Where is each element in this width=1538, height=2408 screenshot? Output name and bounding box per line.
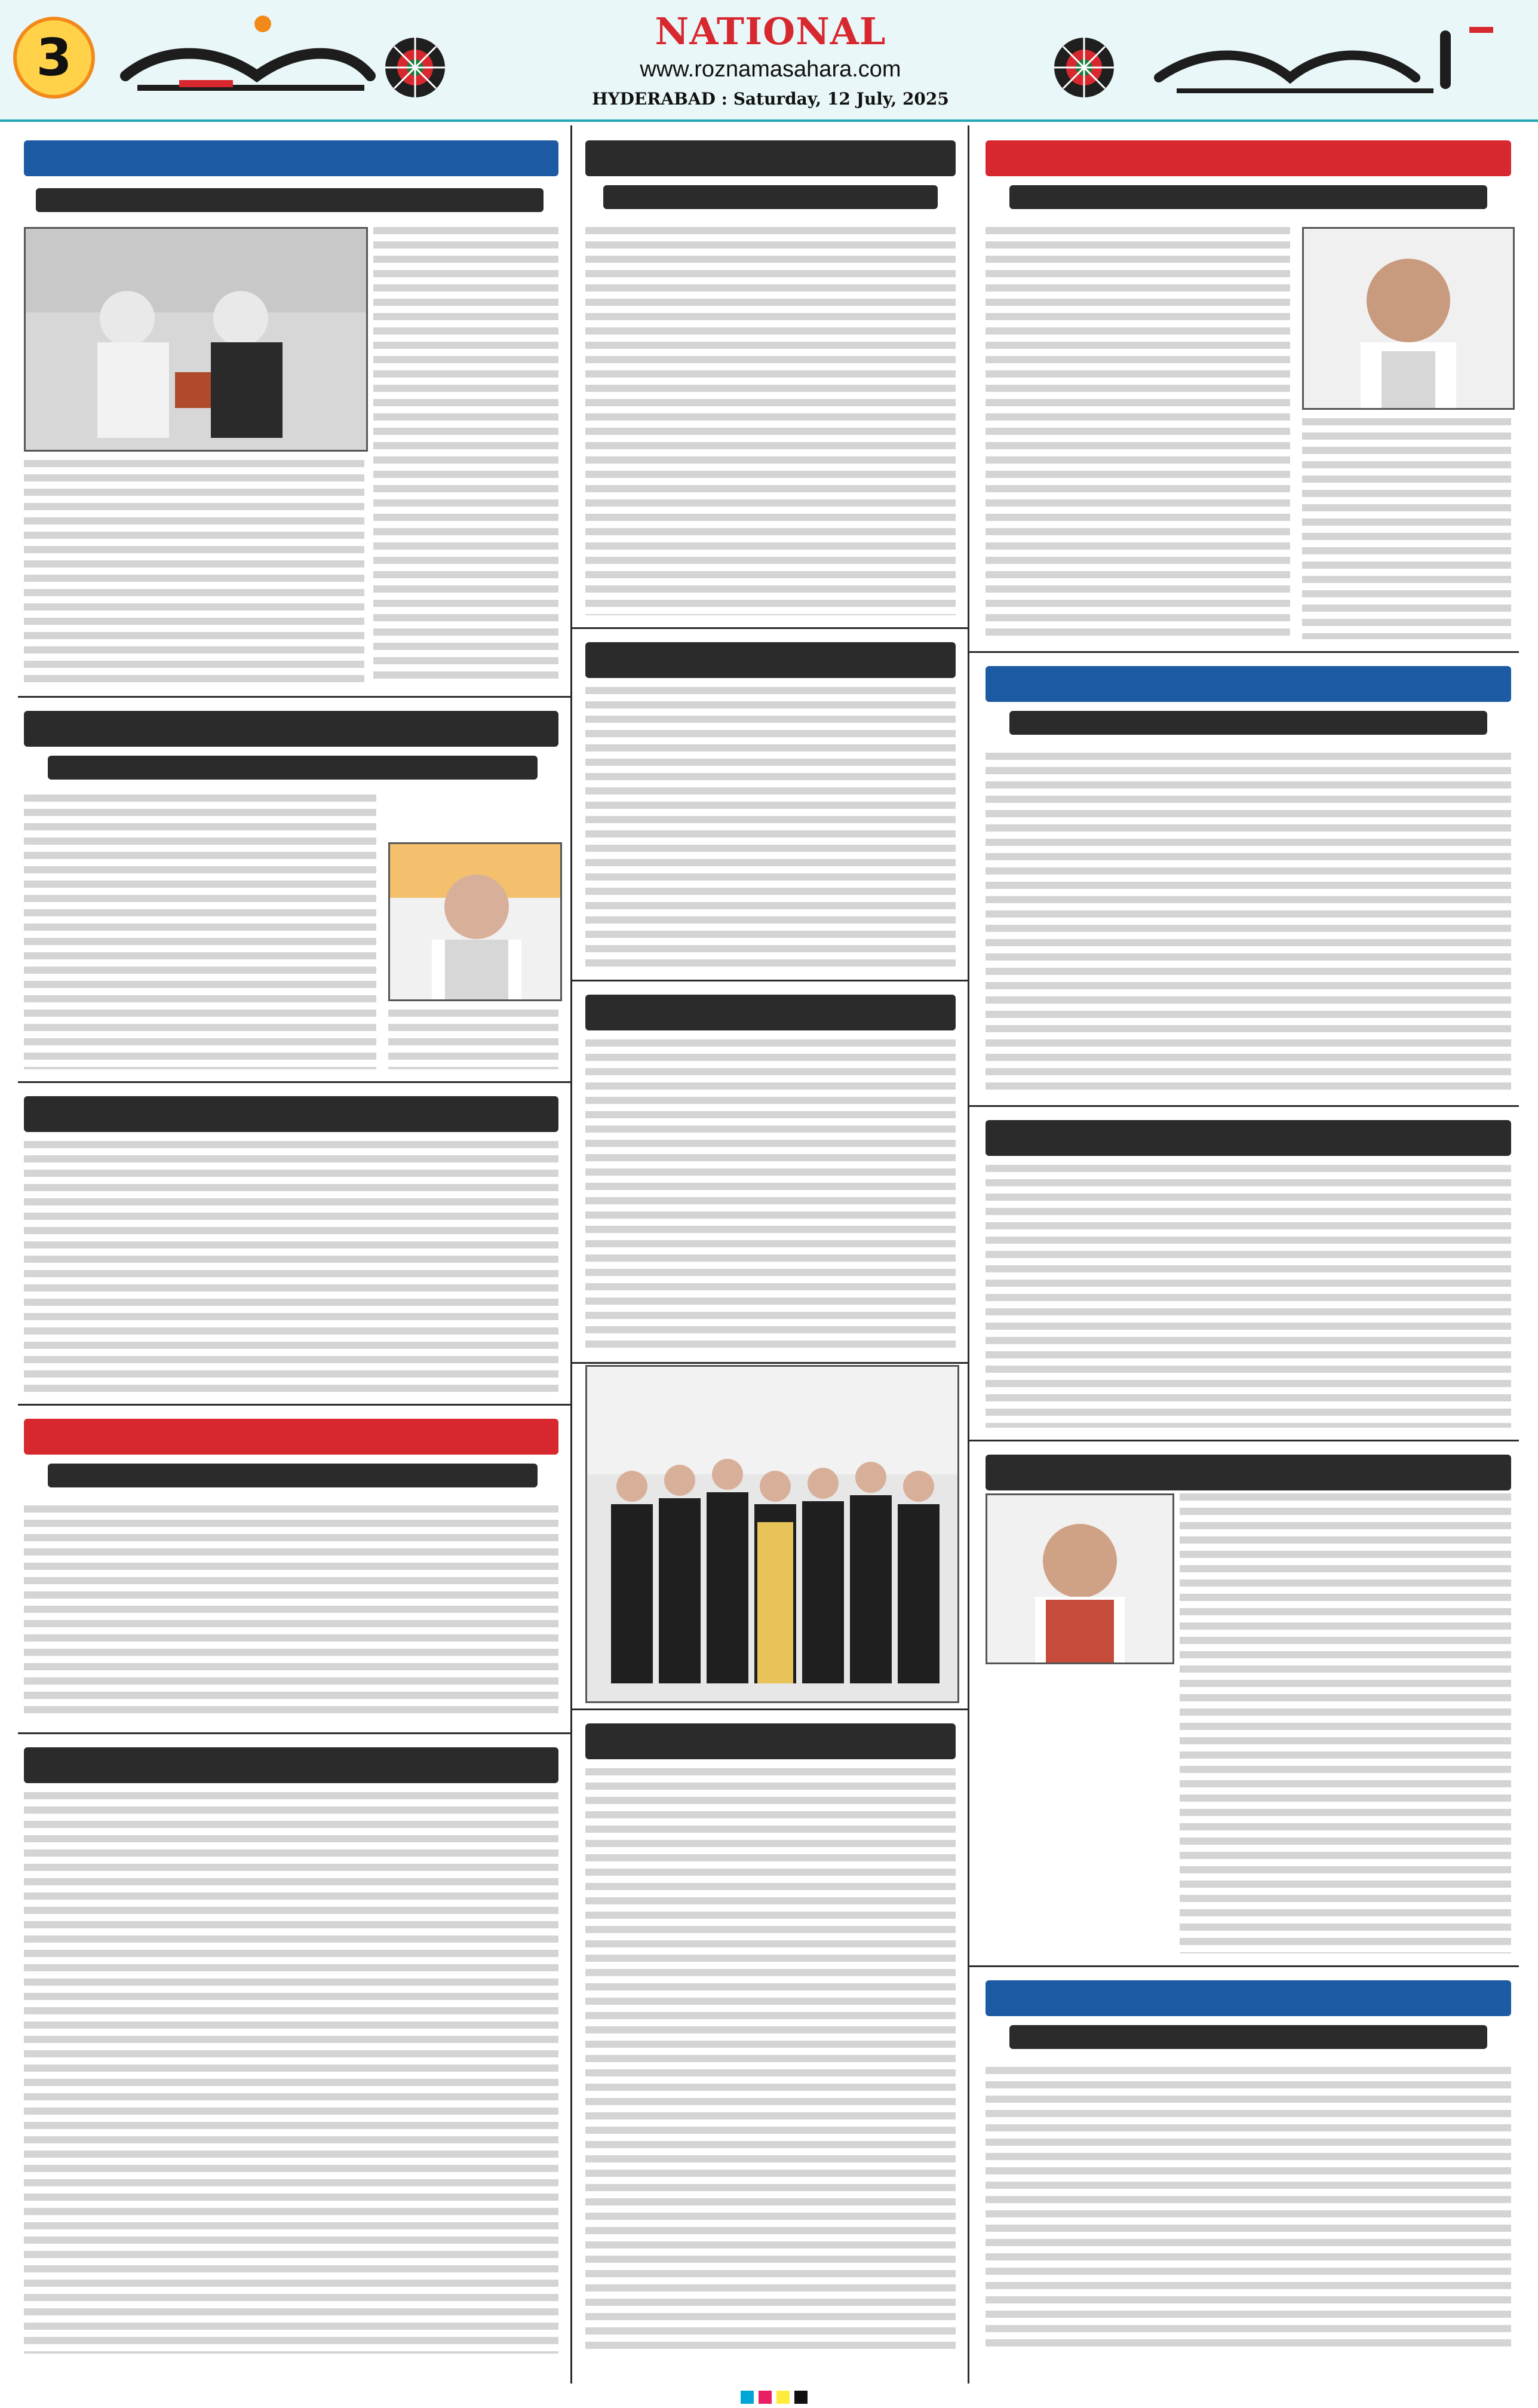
right-emblem-icon (1051, 35, 1117, 100)
right-top-headline (986, 140, 1511, 176)
right-top-text (986, 227, 1290, 639)
section-rule-mid-4 (572, 1708, 968, 1710)
right-top-subhead (1009, 185, 1487, 209)
right-third-text (986, 1165, 1511, 1428)
right-top-photo (1302, 227, 1515, 410)
page-number: 3 (13, 17, 95, 99)
section-rule-right-2 (969, 1105, 1519, 1107)
section-rule-right-1 (969, 651, 1519, 653)
right-fourth-photo (986, 1493, 1174, 1664)
color-bar-black (794, 2391, 808, 2404)
color-bar-cyan (741, 2391, 754, 2404)
masthead-center (573, 11, 968, 112)
section-rule-mid-3 (572, 1362, 968, 1364)
left-second-text (24, 795, 376, 1069)
right-logo (1135, 12, 1517, 102)
right-top-text-2 (1302, 418, 1511, 639)
left-top-text-2 (24, 460, 364, 687)
right-top-photo-illustration (1304, 229, 1513, 408)
left-top-text (373, 227, 558, 681)
mid-group-photo (585, 1365, 959, 1703)
left-fourth-headline (24, 1419, 558, 1455)
left-second-headline (24, 711, 558, 747)
column-rule-2 (968, 125, 969, 2384)
left-top-subhead (36, 188, 544, 212)
mid-third-headline (585, 995, 956, 1030)
right-fourth-headline (986, 1455, 1511, 1490)
site-url: www.roznamasahara.com (640, 57, 901, 82)
color-bar-magenta (759, 2391, 772, 2404)
dateline: HYDERABAD : Saturday, 12 July, 2025 (592, 89, 949, 109)
left-second-subhead (48, 756, 538, 780)
mid-second-text (585, 687, 956, 968)
left-top-photo-illustration (26, 229, 366, 450)
right-second-headline (986, 666, 1511, 702)
left-fifth-text (24, 1792, 558, 2354)
mid-third-text (585, 1039, 956, 1350)
right-fourth-text (1180, 1493, 1511, 1953)
section-rule-right-4 (969, 1965, 1519, 1967)
column-rule-1 (570, 125, 572, 2384)
left-top-headline (24, 140, 558, 176)
section-title: NATIONAL (655, 10, 886, 53)
mid-fourth-text (585, 1768, 956, 2354)
left-third-text (24, 1141, 558, 1392)
left-emblem-icon (382, 35, 448, 100)
right-fifth-headline (986, 1980, 1511, 2016)
color-bar-yellow (776, 2391, 790, 2404)
section-rule-left-2 (18, 1081, 570, 1083)
left-second-text-2 (388, 1010, 558, 1069)
left-fifth-headline (24, 1747, 558, 1783)
left-logo (113, 13, 376, 97)
right-fifth-text (986, 2067, 1511, 2354)
left-fourth-subhead (48, 1464, 538, 1487)
left-top-photo (24, 227, 368, 452)
section-rule-mid-1 (572, 627, 968, 629)
section-rule-right-3 (969, 1440, 1519, 1441)
section-rule-left-1 (18, 696, 570, 698)
right-fourth-photo-illustration (987, 1495, 1172, 1662)
section-rule-left-3 (18, 1404, 570, 1406)
right-fifth-subhead (1009, 2025, 1487, 2049)
mid-top-headline (585, 140, 956, 176)
left-second-photo-illustration (390, 844, 560, 999)
masthead (0, 0, 1538, 122)
section-rule-left-4 (18, 1732, 570, 1734)
right-third-headline (986, 1120, 1511, 1156)
mid-top-subhead (603, 185, 938, 209)
right-second-text (986, 753, 1511, 1093)
section-rule-mid-2 (572, 980, 968, 981)
left-second-photo (388, 842, 562, 1001)
left-fourth-text (24, 1505, 558, 1720)
left-third-headline (24, 1096, 558, 1132)
right-second-subhead (1009, 711, 1487, 735)
mid-group-photo-illustration (587, 1367, 957, 1701)
mid-top-text (585, 227, 956, 615)
mid-second-headline (585, 642, 956, 678)
mid-fourth-headline (585, 1723, 956, 1759)
